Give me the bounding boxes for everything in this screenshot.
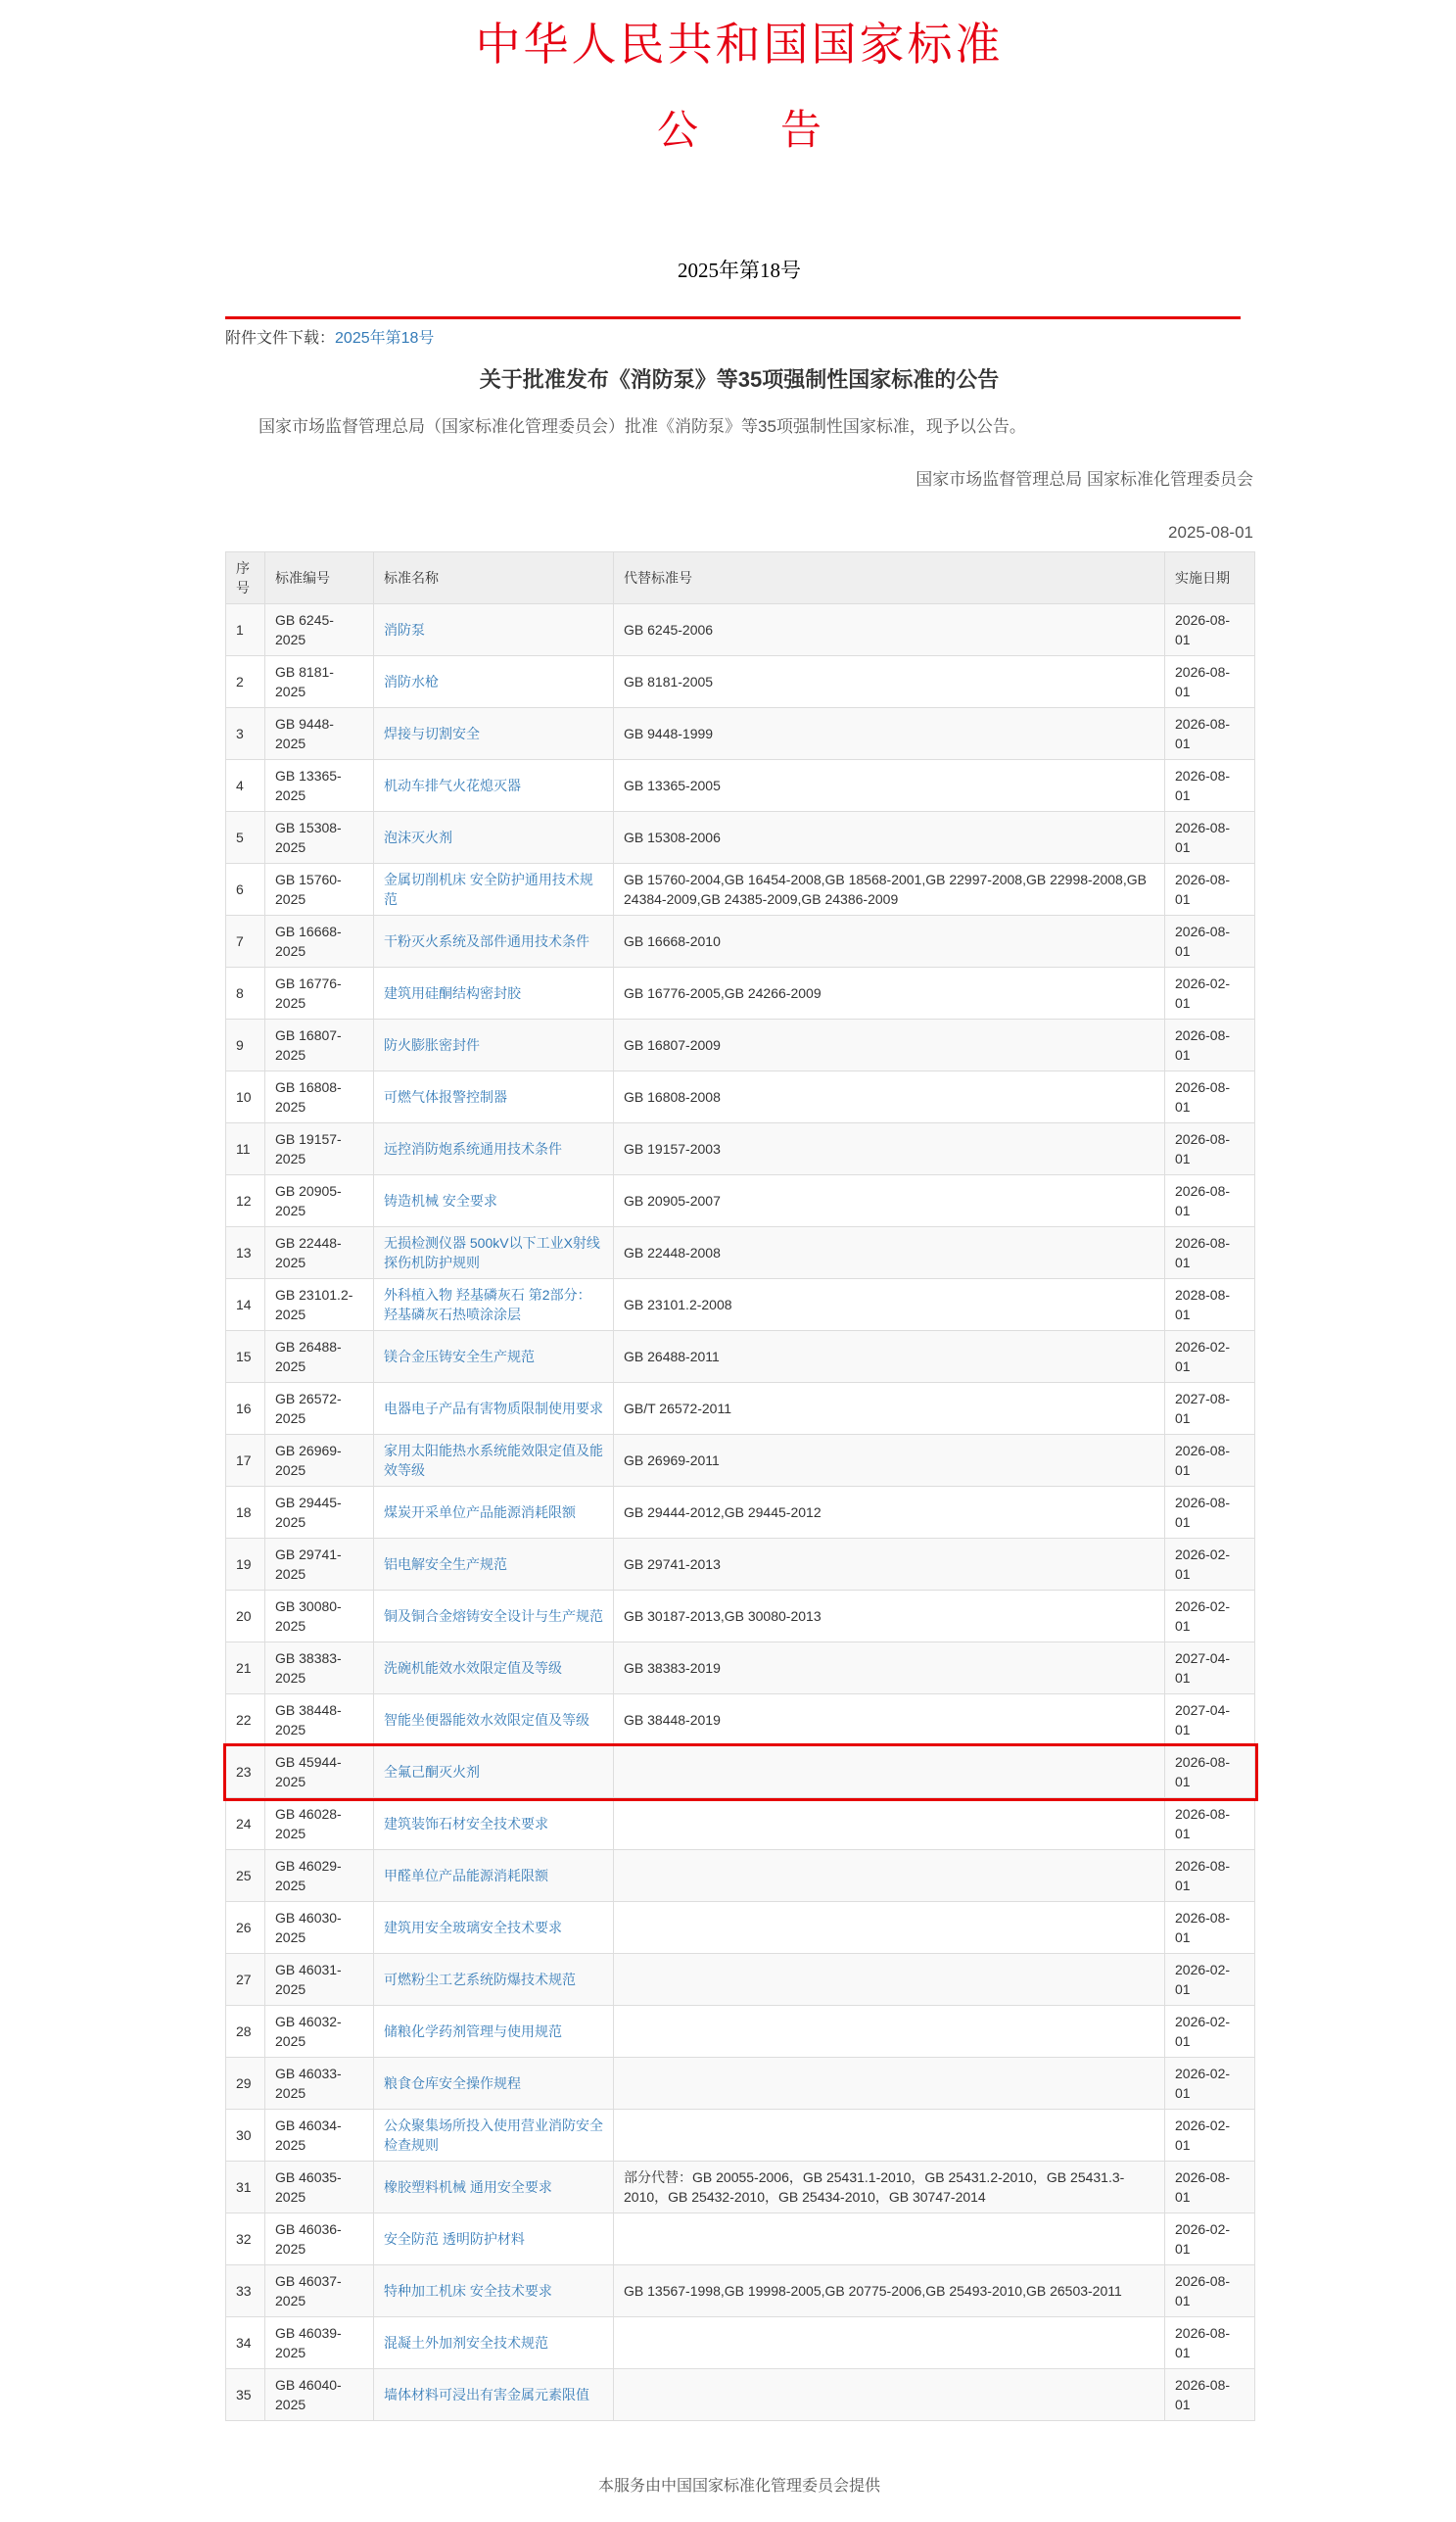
cell-replaced-codes: GB 6245-2006: [614, 604, 1165, 656]
cell-replaced-codes: GB 23101.2-2008: [614, 1279, 1165, 1331]
cell-implementation-date: 2026-08-01: [1165, 1798, 1255, 1850]
cell-standard-name: [374, 968, 614, 1020]
cell-standard-code: GB 46037-2025: [265, 2265, 374, 2317]
standard-name-link[interactable]: 消防泵: [384, 622, 425, 638]
cell-standard-code: GB 38448-2025: [265, 1694, 374, 1746]
cell-row-number: 17: [226, 1435, 265, 1487]
cell-replaced-codes: [614, 2058, 1165, 2110]
cell-row-number: 16: [226, 1383, 265, 1435]
cell-standard-code: GB 29445-2025: [265, 1487, 374, 1539]
cell-implementation-date: 2026-08-01: [1165, 1487, 1255, 1539]
cell-row-number: 23: [226, 1746, 265, 1798]
cell-standard-name: [374, 1331, 614, 1383]
cell-standard-name: [374, 1591, 614, 1642]
attachment-row: [225, 328, 1253, 350]
cell-implementation-date: 2026-08-01: [1165, 1227, 1255, 1279]
cell-replaced-codes: 部分代替：GB 20055-2006，GB 25431.1-2010，GB 25431.2-2010，GB 25431.3-2010，GB 25432-2010，GB 25434-2010，GB 30747-2014: [614, 2162, 1165, 2213]
cell-standard-code: GB 22448-2025: [265, 1227, 374, 1279]
cell-replaced-codes: [614, 1746, 1165, 1798]
cell-standard-name: [374, 1279, 614, 1331]
cell-standard-code: GB 29741-2025: [265, 1539, 374, 1591]
cell-standard-name: [374, 1487, 614, 1539]
cell-standard-code: GB 26488-2025: [265, 1331, 374, 1383]
standard-name-link[interactable]: 外科植入物 羟基磷灰石 第2部分：羟基磷灰石热喷涂涂层: [384, 1287, 591, 1322]
cell-row-number: 20: [226, 1591, 265, 1642]
cell-implementation-date: 2026-02-01: [1165, 1591, 1255, 1642]
cell-standard-code: GB 46031-2025: [265, 1954, 374, 2006]
table-row: [226, 2213, 1255, 2265]
cell-implementation-date: 2026-08-01: [1165, 1123, 1255, 1175]
cell-implementation-date: 2026-08-01: [1165, 916, 1255, 968]
cell-implementation-date: 2026-08-01: [1165, 1435, 1255, 1487]
standard-name-link[interactable]: 粮食仓库安全操作规程: [384, 2075, 521, 2091]
attachment-label: 附件文件下载：: [225, 330, 336, 347]
standard-name-link[interactable]: 远控消防炮系统通用技术条件: [384, 1141, 562, 1157]
announcement-heading: 公 告: [656, 109, 822, 154]
cell-replaced-codes: GB 29741-2013: [614, 1539, 1165, 1591]
cell-replaced-codes: [614, 1902, 1165, 1954]
cell-implementation-date: 2027-04-01: [1165, 1694, 1255, 1746]
cell-replaced-codes: GB 30187-2013,GB 30080-2013: [614, 1591, 1165, 1642]
cell-row-number: 9: [226, 1020, 265, 1071]
cell-implementation-date: 2026-02-01: [1165, 2006, 1255, 2058]
cell-standard-name: [374, 812, 614, 864]
table-row: [226, 2162, 1255, 2213]
standard-name-link[interactable]: 洗碗机能效水效限定值及等级: [384, 1660, 562, 1676]
cell-row-number: 30: [226, 2110, 265, 2162]
page-title: 中华人民共和国国家标准: [475, 20, 1004, 70]
cell-replaced-codes: [614, 2006, 1165, 2058]
table-row: [226, 1020, 1255, 1071]
notice-title: 关于批准发布《消防泵》等35项强制性国家标准的公告: [479, 367, 1000, 392]
cell-replaced-codes: [614, 1798, 1165, 1850]
cell-row-number: 8: [226, 968, 265, 1020]
table-row: [226, 916, 1255, 968]
cell-standard-code: GB 15308-2025: [265, 812, 374, 864]
cell-standard-name: [374, 864, 614, 916]
cell-implementation-date: 2026-08-01: [1165, 2162, 1255, 2213]
cell-standard-code: GB 46040-2025: [265, 2369, 374, 2421]
cell-standard-code: GB 6245-2025: [265, 604, 374, 656]
table-row: [226, 968, 1255, 1020]
cell-standard-code: GB 46029-2025: [265, 1850, 374, 1902]
cell-replaced-codes: [614, 2110, 1165, 2162]
cell-standard-code: GB 46036-2025: [265, 2213, 374, 2265]
table-row: [226, 1746, 1255, 1798]
standard-name-link[interactable]: 镁合金压铸安全生产规范: [384, 1349, 535, 1364]
cell-row-number: 33: [226, 2265, 265, 2317]
cell-row-number: 4: [226, 760, 265, 812]
cell-standard-name: [374, 2265, 614, 2317]
cell-implementation-date: 2026-02-01: [1165, 2110, 1255, 2162]
table-row: [226, 2006, 1255, 2058]
standard-name-link[interactable]: 可燃气体报警控制器: [384, 1089, 507, 1105]
table-row: [226, 1694, 1255, 1746]
cell-row-number: 18: [226, 1487, 265, 1539]
red-divider: [225, 316, 1241, 319]
cell-implementation-date: 2026-08-01: [1165, 864, 1255, 916]
cell-implementation-date: 2026-08-01: [1165, 2265, 1255, 2317]
cell-replaced-codes: [614, 2317, 1165, 2369]
standard-name-link[interactable]: 智能坐便器能效水效限定值及等级: [384, 1712, 589, 1728]
issue-number: 2025年第18号: [678, 259, 801, 282]
page-content: [225, 0, 1253, 2421]
cell-implementation-date: 2026-08-01: [1165, 812, 1255, 864]
cell-standard-code: GB 16807-2025: [265, 1020, 374, 1071]
cell-replaced-codes: GB 20905-2007: [614, 1175, 1165, 1227]
cell-standard-name: [374, 1383, 614, 1435]
standard-name-link[interactable]: 全氟己酮灭火剂: [384, 1764, 480, 1780]
cell-implementation-date: 2026-02-01: [1165, 1539, 1255, 1591]
cell-implementation-date: 2026-02-01: [1165, 968, 1255, 1020]
cell-replaced-codes: GB 16776-2005,GB 24266-2009: [614, 968, 1165, 1020]
cell-implementation-date: 2026-08-01: [1165, 1020, 1255, 1071]
notice-body: 国家市场监督管理总局（国家标准化管理委员会）批准《消防泵》等35项强制性国家标准，现予以公告。: [258, 417, 1026, 436]
cell-standard-name: [374, 656, 614, 708]
cell-row-number: 31: [226, 2162, 265, 2213]
cell-implementation-date: 2026-08-01: [1165, 2317, 1255, 2369]
cell-row-number: 29: [226, 2058, 265, 2110]
cell-standard-name: [374, 1902, 614, 1954]
table-row: [226, 2265, 1255, 2317]
standard-name-link[interactable]: 铝电解安全生产规范: [384, 1556, 507, 1572]
table-row: [226, 2369, 1255, 2421]
cell-standard-name: [374, 1020, 614, 1071]
cell-row-number: 12: [226, 1175, 265, 1227]
standard-name-link[interactable]: 机动车排气火花熄灭器: [384, 778, 521, 793]
cell-standard-code: GB 16808-2025: [265, 1071, 374, 1123]
cell-row-number: 11: [226, 1123, 265, 1175]
standard-name-link[interactable]: 铸造机械 安全要求: [384, 1193, 497, 1209]
table-row: [226, 604, 1255, 656]
table-row: [226, 1123, 1255, 1175]
table-row: [226, 2110, 1255, 2162]
cell-replaced-codes: GB 29444-2012,GB 29445-2012: [614, 1487, 1165, 1539]
table-row: [226, 708, 1255, 760]
standard-name-link[interactable]: 干粉灭火系统及部件通用技术条件: [384, 933, 589, 949]
cell-row-number: 5: [226, 812, 265, 864]
cell-replaced-codes: GB 38383-2019: [614, 1642, 1165, 1694]
table-row: [226, 1175, 1255, 1227]
standard-name-link[interactable]: 可燃粉尘工艺系统防爆技术规范: [384, 1972, 576, 1987]
cell-implementation-date: 2026-02-01: [1165, 1954, 1255, 2006]
cell-standard-code: GB 46032-2025: [265, 2006, 374, 2058]
cell-standard-name: [374, 1694, 614, 1746]
cell-row-number: 14: [226, 1279, 265, 1331]
cell-row-number: 24: [226, 1798, 265, 1850]
cell-standard-code: GB 26572-2025: [265, 1383, 374, 1435]
cell-replaced-codes: GB 15308-2006: [614, 812, 1165, 864]
cell-replaced-codes: GB 15760-2004,GB 16454-2008,GB 18568-2001,GB 22997-2008,GB 22998-2008,GB 24384-2009,GB 24385-2009,GB 24386-2009: [614, 864, 1165, 916]
cell-row-number: 25: [226, 1850, 265, 1902]
cell-standard-code: GB 20905-2025: [265, 1175, 374, 1227]
cell-standard-code: GB 16776-2025: [265, 968, 374, 1020]
standard-name-link[interactable]: 防火膨胀密封件: [384, 1037, 480, 1053]
cell-standard-name: [374, 708, 614, 760]
standard-name-link[interactable]: 焊接与切割安全: [384, 726, 480, 741]
cell-implementation-date: 2026-08-01: [1165, 656, 1255, 708]
cell-row-number: 22: [226, 1694, 265, 1746]
cell-standard-code: GB 13365-2025: [265, 760, 374, 812]
cell-standard-name: [374, 1746, 614, 1798]
cell-standard-code: GB 16668-2025: [265, 916, 374, 968]
cell-implementation-date: 2026-08-01: [1165, 604, 1255, 656]
cell-standard-name: [374, 2369, 614, 2421]
table-row: [226, 1539, 1255, 1591]
cell-standard-code: GB 8181-2025: [265, 656, 374, 708]
standard-name-link[interactable]: 建筑用安全玻璃安全技术要求: [384, 1920, 562, 1935]
cell-replaced-codes: GB 9448-1999: [614, 708, 1165, 760]
standard-name-link[interactable]: 无损检测仪器 500kV以下工业X射线探伤机防护规则: [384, 1235, 600, 1270]
cell-row-number: 34: [226, 2317, 265, 2369]
cell-replaced-codes: [614, 1954, 1165, 2006]
table-row: [226, 656, 1255, 708]
table-row: [226, 1487, 1255, 1539]
cell-standard-name: [374, 2110, 614, 2162]
table-row: [226, 1383, 1255, 1435]
standard-name-link[interactable]: 消防水枪: [384, 674, 439, 690]
notice-date: 2025-08-01: [1168, 523, 1253, 542]
cell-row-number: 26: [226, 1902, 265, 1954]
table-row: [226, 2058, 1255, 2110]
cell-standard-name: [374, 1071, 614, 1123]
cell-standard-name: [374, 1850, 614, 1902]
cell-standard-name: [374, 1539, 614, 1591]
cell-standard-name: [374, 2058, 614, 2110]
table-row: [226, 1902, 1255, 1954]
column-header-date: 实施日期: [1165, 552, 1255, 604]
cell-standard-name: [374, 2317, 614, 2369]
cell-standard-name: [374, 2213, 614, 2265]
cell-implementation-date: 2026-08-01: [1165, 2369, 1255, 2421]
cell-standard-code: GB 46030-2025: [265, 1902, 374, 1954]
cell-implementation-date: 2026-02-01: [1165, 2058, 1255, 2110]
standard-name-link[interactable]: 混凝土外加剂安全技术规范: [384, 2335, 548, 2351]
standard-name-link[interactable]: 建筑用硅酮结构密封胶: [384, 985, 521, 1001]
table-header-row: [226, 552, 1255, 604]
cell-implementation-date: 2026-08-01: [1165, 1850, 1255, 1902]
cell-replaced-codes: GB 8181-2005: [614, 656, 1165, 708]
cell-row-number: 13: [226, 1227, 265, 1279]
cell-standard-code: GB 46034-2025: [265, 2110, 374, 2162]
column-header-replaces: 代替标准号: [614, 552, 1165, 604]
cell-standard-name: [374, 760, 614, 812]
cell-row-number: 6: [226, 864, 265, 916]
standards-table-body: [226, 604, 1255, 2421]
cell-implementation-date: 2026-08-01: [1165, 708, 1255, 760]
cell-replaced-codes: GB 38448-2019: [614, 1694, 1165, 1746]
standard-name-link[interactable]: 安全防范 透明防护材料: [384, 2231, 525, 2247]
cell-standard-name: [374, 1227, 614, 1279]
notice-issuer: 国家市场监督管理总局 国家标准化管理委员会: [916, 470, 1253, 489]
cell-standard-name: [374, 1435, 614, 1487]
cell-replaced-codes: [614, 2213, 1165, 2265]
cell-replaced-codes: GB 26488-2011: [614, 1331, 1165, 1383]
cell-standard-name: [374, 2162, 614, 2213]
cell-row-number: 28: [226, 2006, 265, 2058]
cell-row-number: 19: [226, 1539, 265, 1591]
cell-replaced-codes: GB 26969-2011: [614, 1435, 1165, 1487]
table-row: [226, 812, 1255, 864]
table-row: [226, 1798, 1255, 1850]
cell-implementation-date: 2026-08-01: [1165, 1175, 1255, 1227]
cell-standard-code: GB 46028-2025: [265, 1798, 374, 1850]
standard-name-link[interactable]: 储粮化学药剂管理与使用规范: [384, 2023, 562, 2039]
attachment-download-link[interactable]: 2025年第18号: [335, 330, 435, 347]
cell-row-number: 3: [226, 708, 265, 760]
cell-standard-code: GB 38383-2025: [265, 1642, 374, 1694]
table-row: [226, 1279, 1255, 1331]
standard-name-link[interactable]: 电器电子产品有害物质限制使用要求: [384, 1401, 603, 1416]
cell-row-number: 15: [226, 1331, 265, 1383]
cell-replaced-codes: GB 16807-2009: [614, 1020, 1165, 1071]
column-header-no: 序号: [226, 552, 265, 604]
standard-name-link[interactable]: 建筑装饰石材安全技术要求: [384, 1816, 548, 1832]
cell-standard-code: GB 23101.2-2025: [265, 1279, 374, 1331]
cell-implementation-date: 2027-04-01: [1165, 1642, 1255, 1694]
cell-standard-code: GB 9448-2025: [265, 708, 374, 760]
cell-standard-code: GB 15760-2025: [265, 864, 374, 916]
standard-name-link[interactable]: 甲醛单位产品能源消耗限额: [384, 1868, 548, 1883]
cell-replaced-codes: [614, 2369, 1165, 2421]
cell-standard-code: GB 45944-2025: [265, 1746, 374, 1798]
cell-standard-name: [374, 1123, 614, 1175]
table-row: [226, 1227, 1255, 1279]
cell-standard-code: GB 30080-2025: [265, 1591, 374, 1642]
cell-row-number: 27: [226, 1954, 265, 2006]
table-row: [226, 1642, 1255, 1694]
cell-replaced-codes: GB/T 26572-2011: [614, 1383, 1165, 1435]
table-row: [226, 760, 1255, 812]
cell-replaced-codes: GB 13365-2005: [614, 760, 1165, 812]
cell-standard-code: GB 46033-2025: [265, 2058, 374, 2110]
cell-implementation-date: 2026-08-01: [1165, 1071, 1255, 1123]
cell-replaced-codes: GB 22448-2008: [614, 1227, 1165, 1279]
footer-text: 本服务由中国国家标准化管理委员会提供: [597, 2478, 880, 2495]
table-row: [226, 1071, 1255, 1123]
table-row: [226, 1850, 1255, 1902]
cell-standard-name: [374, 1642, 614, 1694]
cell-row-number: 10: [226, 1071, 265, 1123]
cell-row-number: 2: [226, 656, 265, 708]
standard-name-link[interactable]: 墙体材料可浸出有害金属元素限值: [384, 2387, 589, 2403]
table-row: [226, 1954, 1255, 2006]
column-header-name: 标准名称: [374, 552, 614, 604]
standard-name-link[interactable]: 泡沫灭火剂: [384, 830, 452, 845]
standard-name-link[interactable]: 铜及铜合金熔铸安全设计与生产规范: [384, 1608, 603, 1624]
table-row: [226, 1331, 1255, 1383]
standard-name-link[interactable]: 公众聚集场所投入使用营业消防安全检查规则: [384, 2118, 603, 2153]
cell-replaced-codes: GB 16808-2008: [614, 1071, 1165, 1123]
cell-standard-name: [374, 1798, 614, 1850]
table-row: [226, 2317, 1255, 2369]
standard-name-link[interactable]: 煤炭开采单位产品能源消耗限额: [384, 1504, 576, 1520]
cell-implementation-date: 2026-08-01: [1165, 760, 1255, 812]
cell-row-number: 7: [226, 916, 265, 968]
cell-standard-name: [374, 1954, 614, 2006]
cell-row-number: 21: [226, 1642, 265, 1694]
cell-implementation-date: 2026-02-01: [1165, 1331, 1255, 1383]
cell-replaced-codes: [614, 1850, 1165, 1902]
cell-row-number: 35: [226, 2369, 265, 2421]
table-row: [226, 864, 1255, 916]
cell-standard-code: GB 46039-2025: [265, 2317, 374, 2369]
cell-replaced-codes: GB 13567-1998,GB 19998-2005,GB 20775-2006,GB 25493-2010,GB 26503-2011: [614, 2265, 1165, 2317]
cell-implementation-date: 2026-08-01: [1165, 1746, 1255, 1798]
cell-standard-code: GB 19157-2025: [265, 1123, 374, 1175]
column-header-code: 标准编号: [265, 552, 374, 604]
table-row: [226, 1591, 1255, 1642]
standard-name-link[interactable]: 橡胶塑料机械 通用安全要求: [384, 2179, 552, 2195]
cell-standard-name: [374, 1175, 614, 1227]
cell-implementation-date: 2027-08-01: [1165, 1383, 1255, 1435]
cell-replaced-codes: GB 16668-2010: [614, 916, 1165, 968]
standard-name-link[interactable]: 金属切削机床 安全防护通用技术规范: [384, 872, 593, 907]
cell-standard-name: [374, 604, 614, 656]
cell-standard-name: [374, 916, 614, 968]
cell-replaced-codes: GB 19157-2003: [614, 1123, 1165, 1175]
cell-standard-code: GB 46035-2025: [265, 2162, 374, 2213]
standards-table: [225, 551, 1255, 2421]
cell-implementation-date: 2026-08-01: [1165, 1902, 1255, 1954]
standard-name-link[interactable]: 家用太阳能热水系统能效限定值及能效等级: [384, 1443, 603, 1478]
table-row: [226, 1435, 1255, 1487]
cell-row-number: 1: [226, 604, 265, 656]
cell-implementation-date: 2026-02-01: [1165, 2213, 1255, 2265]
standard-name-link[interactable]: 特种加工机床 安全技术要求: [384, 2283, 552, 2299]
cell-row-number: 32: [226, 2213, 265, 2265]
cell-implementation-date: 2028-08-01: [1165, 1279, 1255, 1331]
cell-standard-name: [374, 2006, 614, 2058]
cell-standard-code: GB 26969-2025: [265, 1435, 374, 1487]
